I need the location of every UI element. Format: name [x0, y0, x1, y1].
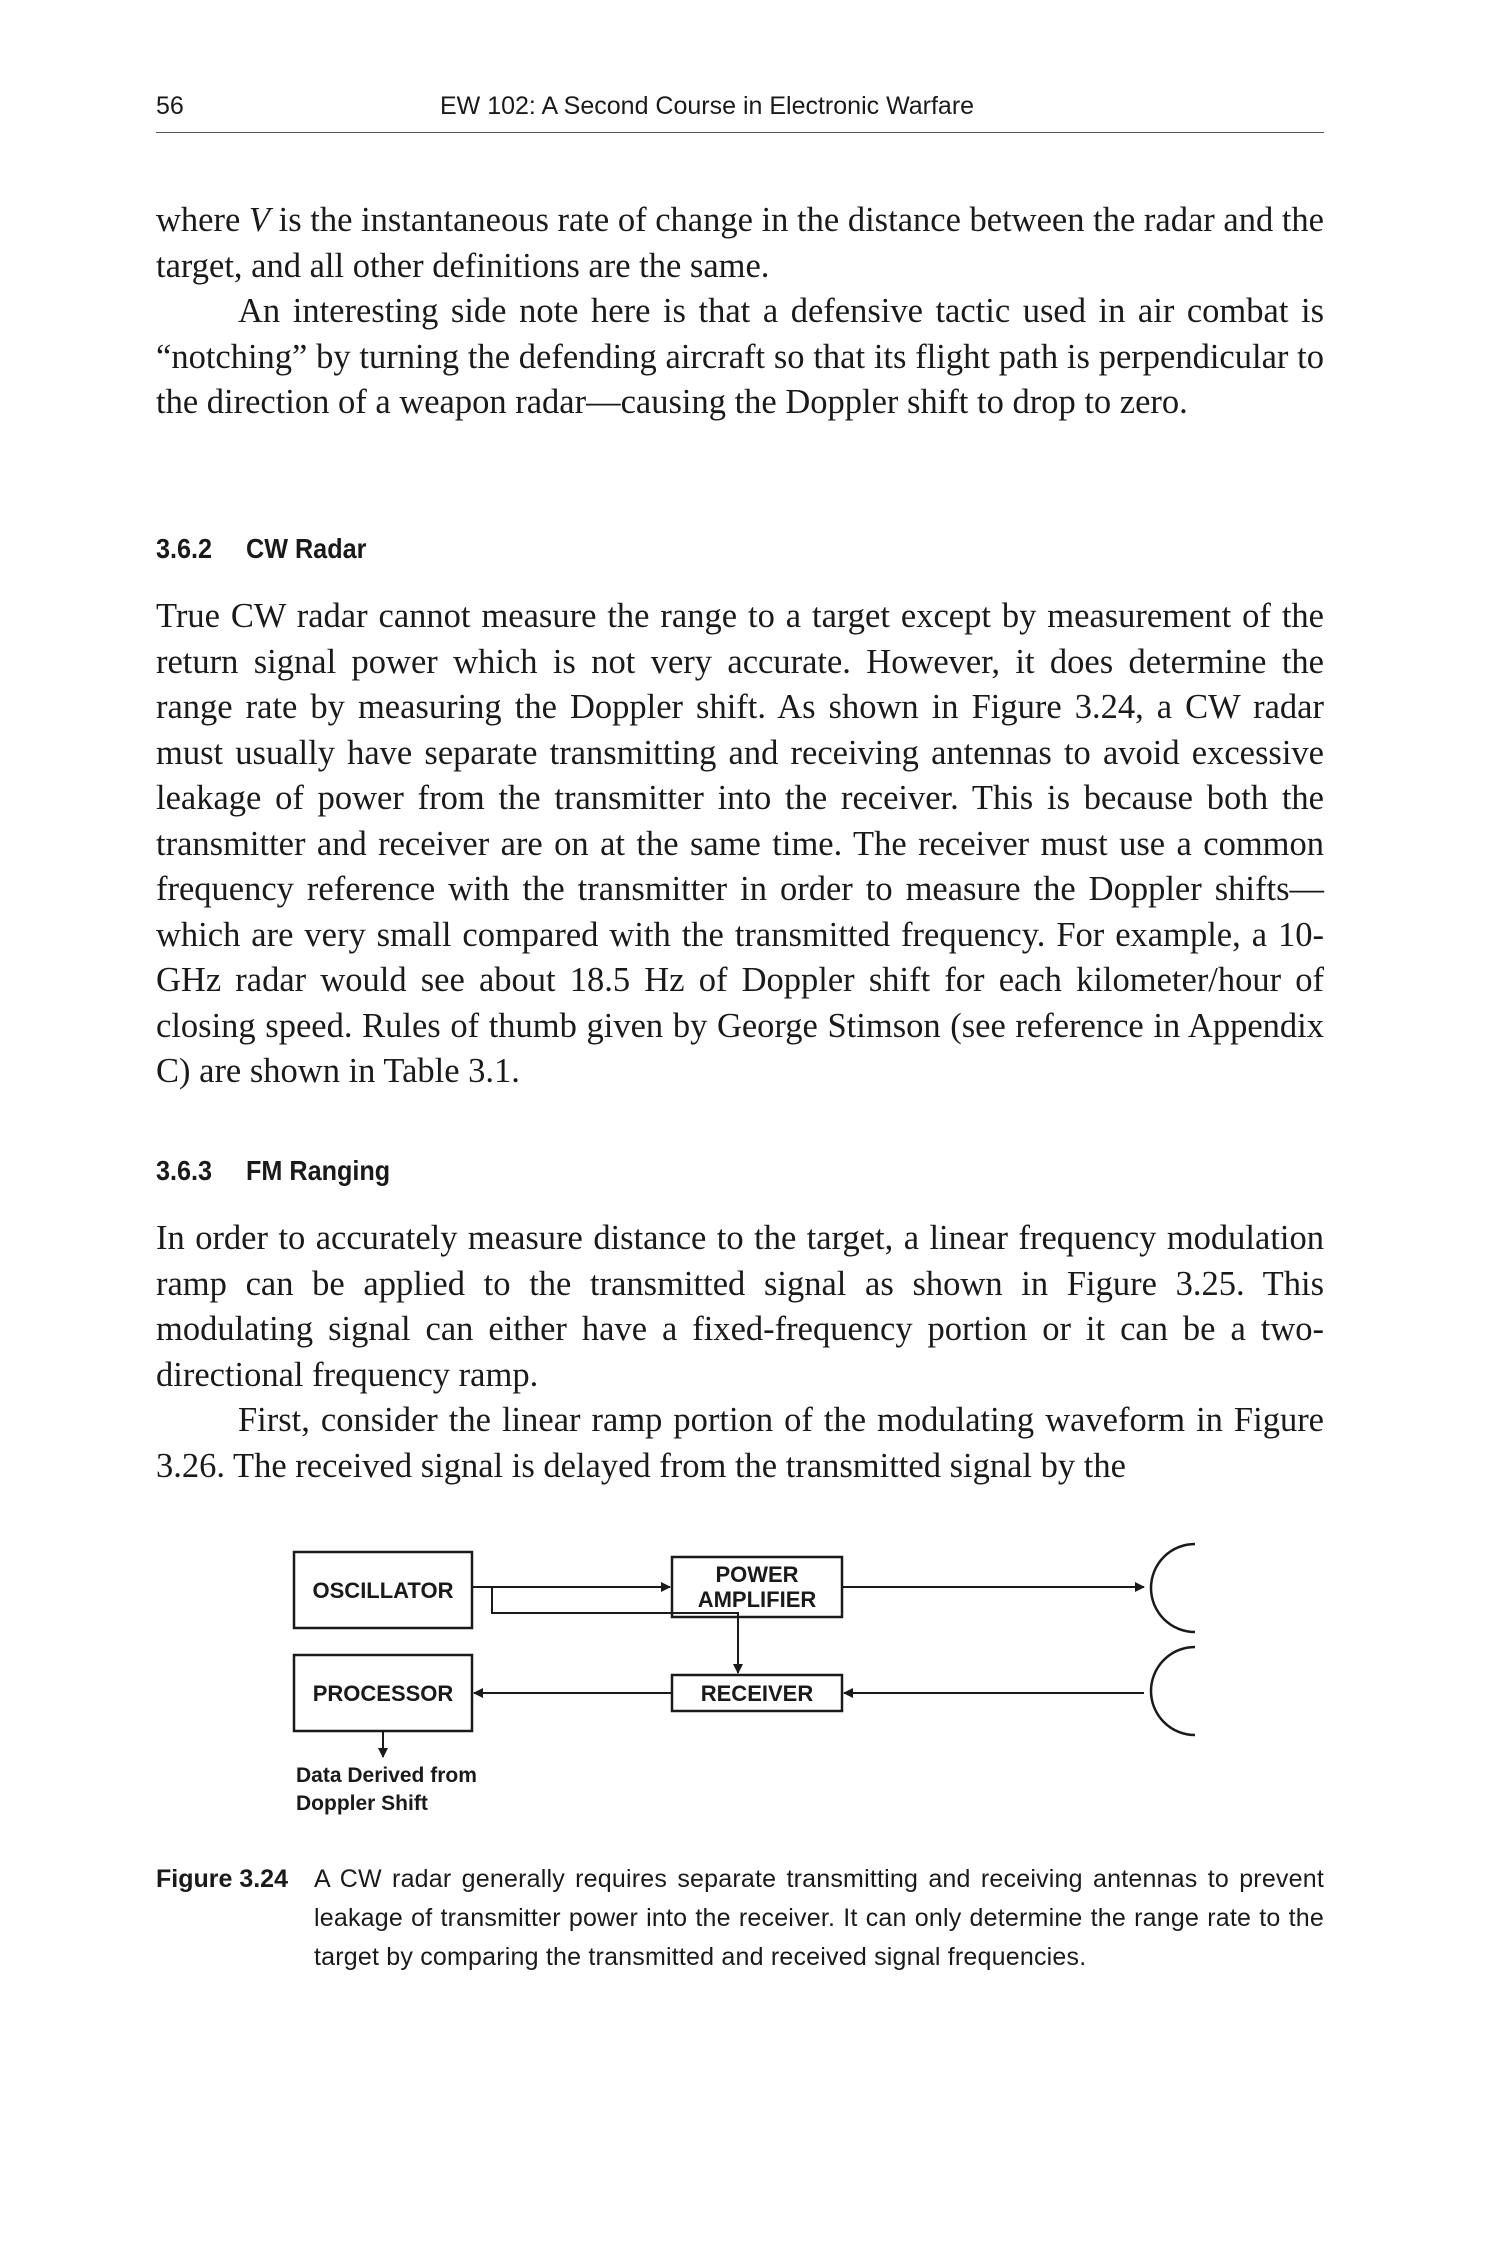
running-header [156, 84, 1324, 133]
paragraph-cw-radar: True CW radar cannot measure the range to a target except by measurement of the return signal power which is not very accurate. However, it does determine the range rate by measuring the Doppler shift. As shown in Figure 3.24, a CW radar must usually have separate transmitting and receiving antennas to avoid excessive leakage of power from the transmitter into the receiver. This is because both the transmitter and receiver are on at the same time. The receiver must use a common frequency reference with the transmitter in order to measure the Doppler shifts—which are very small compared with the transmitted frequency. For example, a 10-GHz radar would see about 18.5 Hz of Doppler shift for each kilometer/hour of closing speed. Rules of thumb given by George Stimson (see reference in Appendix C) are shown in Table 3.1. [156, 597, 1324, 1090]
oscillator-label: OSCILLATOR [312, 1577, 454, 1603]
paragraph-notching: An interesting side note here is that a defensive tactic used in air combat is “notching” by turning the defending aircraft so that its flight path is perpendicular to the direction of a weapon radar—causing the Doppler shift to drop to zero. [156, 292, 1324, 421]
power-amplifier-label: POWER AMPLIFIER [697, 1562, 817, 1612]
paragraph-fm-ranging: In order to accurately measure distance to the target, a linear frequency modulation ramp can be applied to the transmitted signal as shown in Figure 3.25. This modulating signal can either have a fixed-frequency portion or it can be a two-directional frequency ramp. [156, 1219, 1324, 1394]
figure-label: Figure 3.24 [156, 1865, 288, 1893]
page-number: 56 [156, 92, 184, 120]
section-title: CW Radar [246, 533, 367, 564]
section-title: FM Ranging [246, 1155, 391, 1186]
cw-radar-block-diagram [280, 1530, 1220, 1830]
receiver-label: RECEIVER [700, 1680, 814, 1706]
receive-antenna-icon [1151, 1647, 1195, 1735]
paragraph-intro: where V is the instantaneous rate of change in the distance between the radar and the target, and all other definitions are the same. [156, 201, 1324, 285]
variable-v: V [248, 201, 270, 239]
caption-text: A CW radar generally requires separate transmitting and receiving antennas to prevent leakage of transmitter power into the receiver. It can only determine the range rate to the target by comparing the transmitted and received signal frequencies. [314, 1865, 1324, 1971]
section-number: 3.6.2 [156, 533, 213, 564]
output-data-label: Data Derived from Doppler Shift [296, 1764, 477, 1815]
paragraph-linear-ramp: First, consider the linear ramp portion of the modulating waveform in Figure 3.26. The received signal is delayed from the transmitted signal by the [156, 1401, 1324, 1485]
running-title: EW 102: A Second Course in Electronic Warfare [440, 92, 975, 120]
section-number: 3.6.3 [156, 1155, 213, 1186]
section-heading-cw-radar [156, 533, 366, 565]
transmit-antenna-icon [1151, 1544, 1195, 1632]
section-heading-fm-ranging [156, 1155, 390, 1187]
processor-label: PROCESSOR [312, 1680, 454, 1706]
